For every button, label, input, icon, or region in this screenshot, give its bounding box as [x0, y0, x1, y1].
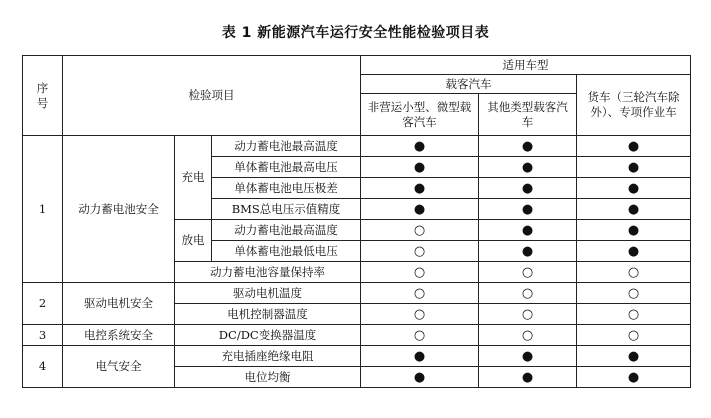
- table-row: [23, 136, 691, 157]
- header-applicable: 适用车型: [361, 56, 691, 75]
- header-seq: 序 号: [23, 56, 63, 136]
- group-no: 3: [23, 325, 63, 346]
- mark-cell: ○: [577, 325, 691, 346]
- item-cell: 电位均衡: [175, 367, 361, 388]
- mark-cell: ●: [577, 346, 691, 367]
- item-cell: 充电插座绝缘电阻: [175, 346, 361, 367]
- table-row: [23, 283, 691, 304]
- item-cell: DC/DC变换器温度: [175, 325, 361, 346]
- mark-cell: ○: [361, 262, 479, 283]
- mark-cell: ○: [361, 220, 479, 241]
- group-name: 动力蓄电池安全: [63, 136, 175, 283]
- mark-cell: ○: [361, 241, 479, 262]
- header-passenger: 载客汽车: [361, 75, 577, 94]
- mark-cell: ●: [479, 367, 577, 388]
- mark-cell: ●: [577, 199, 691, 220]
- group-name: 电气安全: [63, 346, 175, 388]
- mark-cell: ●: [479, 199, 577, 220]
- item-cell: BMS总电压示值精度: [212, 199, 361, 220]
- table-row: [23, 346, 691, 367]
- item-cell: 单体蓄电池最高电压: [212, 157, 361, 178]
- mark-cell: ●: [577, 220, 691, 241]
- group-no: 2: [23, 283, 63, 325]
- subgroup-charge: 充电: [175, 136, 212, 220]
- mark-cell: ●: [479, 241, 577, 262]
- header-col1: 非营运小型、微型载客汽车: [361, 94, 479, 136]
- mark-cell: ●: [361, 136, 479, 157]
- mark-cell: ●: [479, 220, 577, 241]
- mark-cell: ●: [479, 178, 577, 199]
- mark-cell: ○: [479, 283, 577, 304]
- item-cell: 单体蓄电池电压极差: [212, 178, 361, 199]
- mark-cell: ●: [577, 367, 691, 388]
- table-row: [23, 325, 691, 346]
- mark-cell: ○: [361, 304, 479, 325]
- header-row-1: [23, 56, 691, 75]
- mark-cell: ○: [479, 262, 577, 283]
- item-cell: 单体蓄电池最低电压: [212, 241, 361, 262]
- mark-cell: ○: [479, 304, 577, 325]
- mark-cell: ●: [479, 346, 577, 367]
- mark-cell: ●: [361, 367, 479, 388]
- mark-cell: ●: [577, 157, 691, 178]
- mark-cell: ●: [361, 199, 479, 220]
- header-item: 检验项目: [63, 56, 361, 136]
- subgroup-discharge: 放电: [175, 220, 212, 262]
- mark-cell: ●: [361, 157, 479, 178]
- mark-cell: ○: [577, 262, 691, 283]
- mark-cell: ●: [479, 157, 577, 178]
- group-name: 电控系统安全: [63, 325, 175, 346]
- header-col2: 其他类型载客汽车: [479, 94, 577, 136]
- mark-cell: ●: [361, 178, 479, 199]
- item-cell: 动力蓄电池最高温度: [212, 220, 361, 241]
- mark-cell: ●: [479, 136, 577, 157]
- table-title: 表 1 新能源汽车运行安全性能检验项目表: [221, 25, 490, 41]
- item-cell: 电机控制器温度: [175, 304, 361, 325]
- mark-cell: ●: [577, 136, 691, 157]
- mark-cell: ○: [577, 304, 691, 325]
- mark-cell: ●: [361, 346, 479, 367]
- mark-cell: ●: [577, 178, 691, 199]
- header-col3: 货车（三轮汽车除外）、专项作业车: [577, 75, 691, 136]
- mark-cell: ○: [361, 325, 479, 346]
- inspection-table: [22, 55, 691, 388]
- item-cell: 动力蓄电池最高温度: [212, 136, 361, 157]
- mark-cell: ●: [577, 241, 691, 262]
- mark-cell: ○: [479, 325, 577, 346]
- item-cell: 驱动电机温度: [175, 283, 361, 304]
- mark-cell: ○: [577, 283, 691, 304]
- group-no: 1: [23, 136, 63, 283]
- mark-cell: ○: [361, 283, 479, 304]
- group-no: 4: [23, 346, 63, 388]
- group-name: 驱动电机安全: [63, 283, 175, 325]
- item-cell: 动力蓄电池容量保持率: [175, 262, 361, 283]
